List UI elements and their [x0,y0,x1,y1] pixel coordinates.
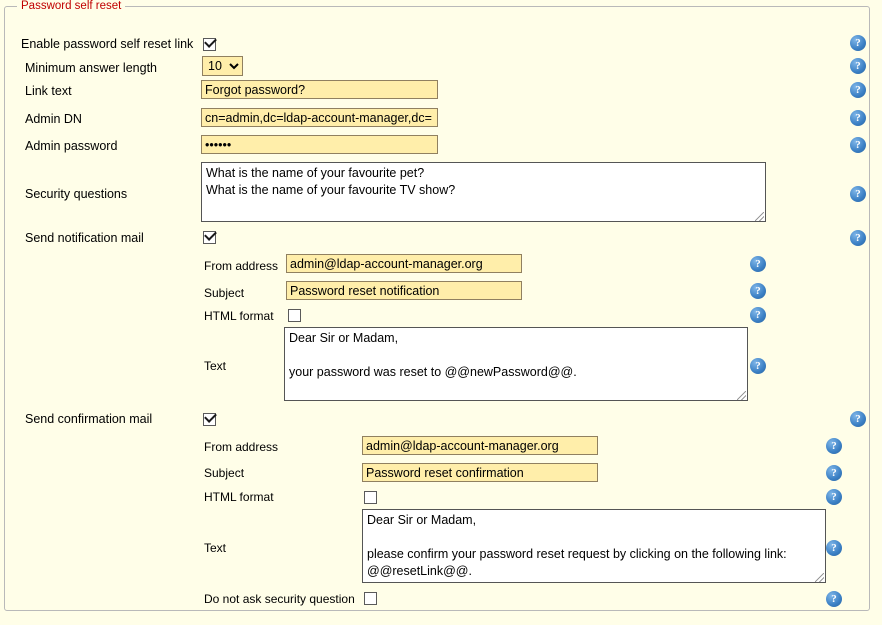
confirmation-text-textarea[interactable] [362,509,826,583]
notification-text-textarea[interactable] [284,327,748,401]
confirmation-from-address-label: From address [204,440,279,454]
enable-self-reset-checkbox[interactable] [203,38,216,51]
help-icon-confirmation-text[interactable] [826,540,842,556]
help-icon-minimum-answer-length[interactable] [850,58,866,74]
minimum-answer-length-select[interactable] [202,56,243,76]
help-icon-do-not-ask-security-question[interactable] [826,591,842,607]
help-icon-send-confirmation-mail[interactable] [850,411,866,427]
notification-html-format-label: HTML format [204,309,274,323]
link-text-label: Link text [25,84,72,98]
help-icon-enable-self-reset[interactable] [850,35,866,51]
do-not-ask-security-question-checkbox[interactable] [364,592,377,605]
link-text-input[interactable] [201,80,438,99]
enable-self-reset-label: Enable password self reset link [21,37,194,51]
admin-password-input[interactable] [201,135,438,154]
help-icon-admin-dn[interactable] [850,110,866,126]
admin-dn-input[interactable] [201,108,438,127]
panel-legend: Password self reset [17,0,125,13]
do-not-ask-security-question-label: Do not ask security question [204,592,355,606]
notification-subject-label: Subject [204,286,245,300]
notification-from-address-input[interactable] [286,254,522,273]
help-icon-notification-from-address[interactable] [750,256,766,272]
notification-text-label: Text [204,359,227,373]
password-self-reset-panel [4,0,870,611]
confirmation-text-label: Text [204,541,227,555]
minimum-answer-length-label: Minimum answer length [25,61,157,75]
security-questions-textarea[interactable] [201,162,766,222]
confirmation-subject-label: Subject [204,466,245,480]
confirmation-html-format-label: HTML format [204,490,274,504]
admin-dn-label: Admin DN [25,112,82,126]
help-icon-notification-html-format[interactable] [750,307,766,323]
confirmation-html-format-checkbox[interactable] [364,491,377,504]
help-icon-confirmation-from-address[interactable] [826,438,842,454]
help-icon-link-text[interactable] [850,82,866,98]
help-icon-send-notification-mail[interactable] [850,230,866,246]
admin-password-label: Admin password [25,139,118,153]
help-icon-confirmation-subject[interactable] [826,465,842,481]
help-icon-admin-password[interactable] [850,137,866,153]
send-confirmation-mail-checkbox[interactable] [203,413,216,426]
help-icon-security-questions[interactable] [850,186,866,202]
security-questions-label: Security questions [25,187,128,201]
notification-subject-input[interactable] [286,281,522,300]
confirmation-subject-input[interactable] [362,463,598,482]
confirmation-from-address-input[interactable] [362,436,598,455]
help-icon-notification-text[interactable] [750,358,766,374]
send-notification-mail-checkbox[interactable] [203,231,216,244]
help-icon-confirmation-html-format[interactable] [826,489,842,505]
help-icon-notification-subject[interactable] [750,283,766,299]
send-confirmation-mail-label: Send confirmation mail [25,412,153,426]
send-notification-mail-label: Send notification mail [25,231,144,245]
notification-from-address-label: From address [204,259,279,273]
notification-html-format-checkbox[interactable] [288,309,301,322]
